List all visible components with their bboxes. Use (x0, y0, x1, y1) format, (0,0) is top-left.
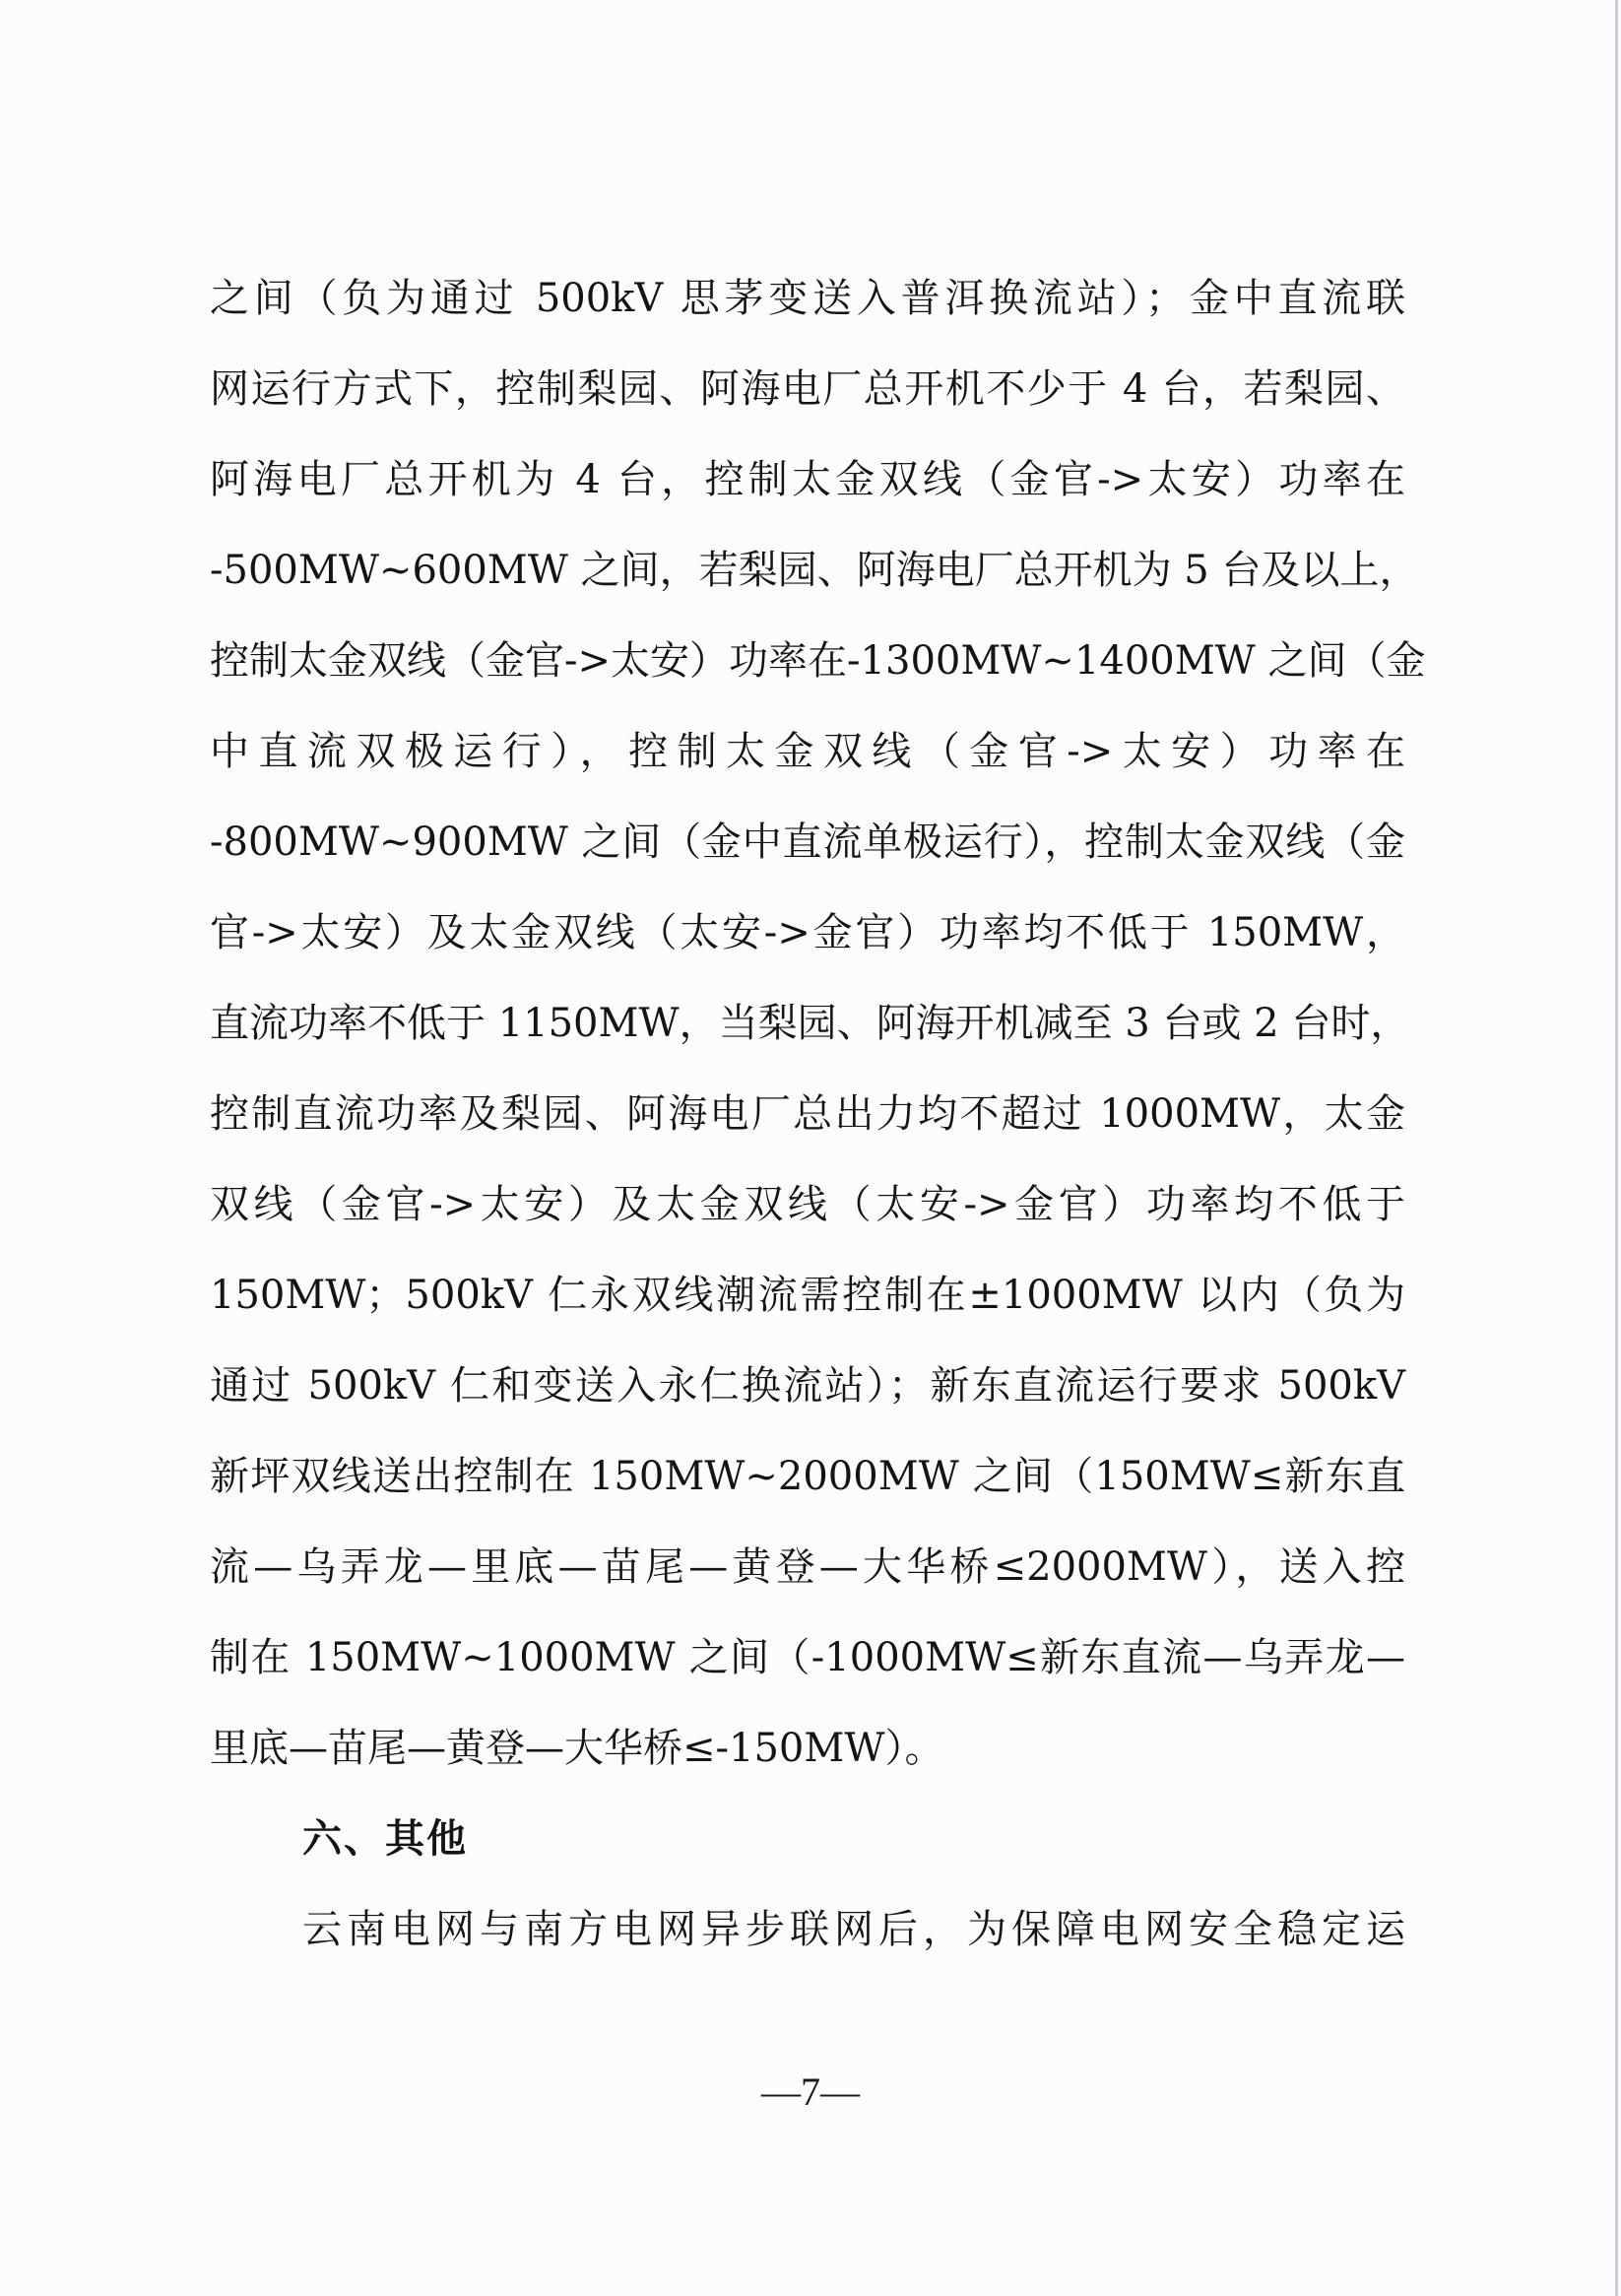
text-line: 直流功率不低于 1150MW，当梨园、阿海开机减至 3 台或 2 台时， (210, 1001, 1410, 1046)
text-line-paragraph-end: 里底—苗尾—黄登—大华桥≤-150MW）。 (210, 1726, 944, 1771)
text-line: 新坪双线送出控制在 150MW~2000MW 之间（150MW≤新东直 (210, 1454, 1405, 1499)
text-line: 网运行方式下，控制梨园、阿海电厂总开机不少于 4 台，若梨园、 (210, 366, 1405, 412)
section-first-line: 云南电网与南方电网异步联网后，为保障电网安全稳定运 (302, 1907, 1405, 1952)
text-line: 控制太金双线（金官->太安）功率在-1300MW~1400MW 之间（金 (210, 638, 1426, 684)
page-number: —7— (761, 2069, 860, 2114)
text-line: 流—乌弄龙—里底—苗尾—黄登—大华桥≤2000MW），送入控 (210, 1544, 1405, 1590)
body-text (210, 275, 1426, 1997)
text-line: -800MW~900MW 之间（金中直流单极运行），控制太金双线（金 (210, 820, 1405, 865)
text-line: 官->太安）及太金双线（太安->金官）功率均不低于 150MW， (210, 910, 1405, 955)
text-line: 控制直流功率及梨园、阿海电厂总出力均不超过 1000MW，太金 (210, 1091, 1405, 1137)
text-line: -500MW~600MW 之间，若梨园、阿海电厂总开机为 5 台及以上， (210, 548, 1419, 593)
text-line: 双线（金官->太安）及太金双线（太安->金官）功率均不低于 (210, 1182, 1405, 1227)
section-heading: 六、其他 (302, 1816, 468, 1862)
text-line: 中直流双极运行），控制太金双线（金官->太安）功率在 (210, 729, 1405, 774)
text-line: 通过 500kV 仁和变送入永仁换流站）；新东直流运行要求 500kV (210, 1363, 1405, 1409)
text-line: 之间（负为通过 500kV 思茅变送入普洱换流站）；金中直流联 (210, 276, 1405, 321)
text-line: 150MW；500kV 仁永双线潮流需控制在±1000MW 以内（负为 (210, 1273, 1405, 1318)
text-line: 制在 150MW~1000MW 之间（-1000MW≤新东直流—乌弄龙— (210, 1635, 1405, 1680)
text-line: 阿海电厂总开机为 4 台，控制太金双线（金官->太安）功率在 (210, 457, 1405, 502)
